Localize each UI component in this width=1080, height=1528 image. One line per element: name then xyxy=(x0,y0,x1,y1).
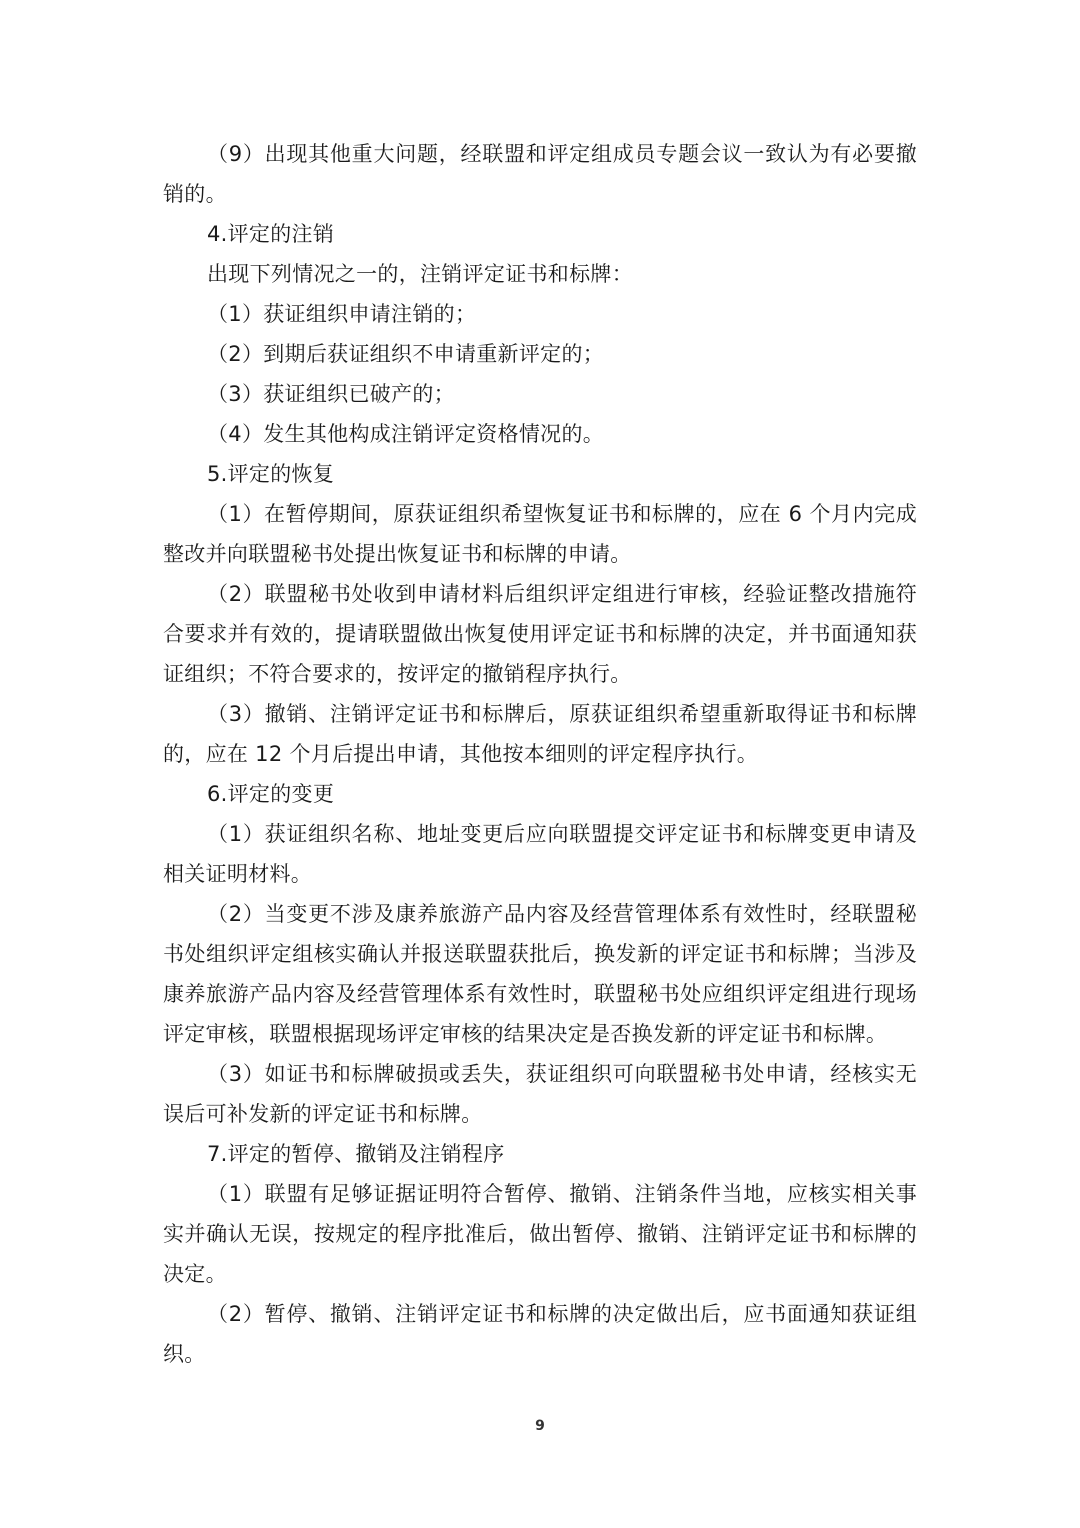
body-text xyxy=(163,134,917,1374)
paragraph-change-2: （2）当变更不涉及康养旅游产品内容及经营管理体系有效性时，经联盟秘书处组织评定组核实确认并报送联盟获批后，换发新的评定证书和标牌；当涉及康养旅游产品内容及经营管理体系有效性时，联盟秘书处应组织评定组进行现场评定审核，联盟根据现场评定审核的结果决定是否换发新的评定证书和标牌。 xyxy=(163,902,917,1046)
paragraph-restore-3: （3）撤销、注销评定证书和标牌后，原获证组织希望重新取得证书和标牌的，应在 12 个月后提出申请，其他按本细则的评定程序执行。 xyxy=(163,702,917,766)
section-heading-cancellation: 4.评定的注销 xyxy=(207,222,335,246)
paragraph-cancellation-intro: 出现下列情况之一的，注销评定证书和标牌： xyxy=(207,262,633,286)
section-heading-change: 6.评定的变更 xyxy=(207,782,335,806)
paragraph-procedure-1: （1）联盟有足够证据证明符合暂停、撤销、注销条件当地，应核实相关事实并确认无误，按规定的程序批准后，做出暂停、撤销、注销评定证书和标牌的决定。 xyxy=(163,1182,917,1286)
section-heading-restoration: 5.评定的恢复 xyxy=(207,462,335,486)
list-item-cancel-2: （2）到期后获证组织不申请重新评定的； xyxy=(207,342,605,366)
list-item-cancel-3: （3）获证组织已破产的； xyxy=(207,382,455,406)
paragraph-restore-1: （1）在暂停期间，原获证组织希望恢复证书和标牌的，应在 6 个月内完成整改并向联盟秘书处提出恢复证书和标牌的申请。 xyxy=(163,502,917,566)
paragraph-change-1: （1）获证组织名称、地址变更后应向联盟提交评定证书和标牌变更申请及相关证明材料。 xyxy=(163,822,917,886)
paragraph-item-9-revoke: （9）出现其他重大问题，经联盟和评定组成员专题会议一致认为有必要撤销的。 xyxy=(163,142,917,206)
paragraph-change-3: （3）如证书和标牌破损或丢失，获证组织可向联盟秘书处申请，经核实无误后可补发新的评定证书和标牌。 xyxy=(163,1062,917,1126)
list-item-cancel-1: （1）获证组织申请注销的； xyxy=(207,302,477,326)
page-number: 9 xyxy=(535,1418,545,1434)
list-item-cancel-4: （4）发生其他构成注销评定资格情况的。 xyxy=(207,422,605,446)
paragraph-restore-2: （2）联盟秘书处收到申请材料后组织评定组进行审核，经验证整改措施符合要求并有效的，提请联盟做出恢复使用评定证书和标牌的决定，并书面通知获证组织；不符合要求的，按评定的撤销程序执行。 xyxy=(163,582,917,686)
section-heading-procedure: 7.评定的暂停、撤销及注销程序 xyxy=(207,1142,505,1166)
paragraph-procedure-2: （2）暂停、撤销、注销评定证书和标牌的决定做出后，应书面通知获证组织。 xyxy=(163,1302,917,1366)
